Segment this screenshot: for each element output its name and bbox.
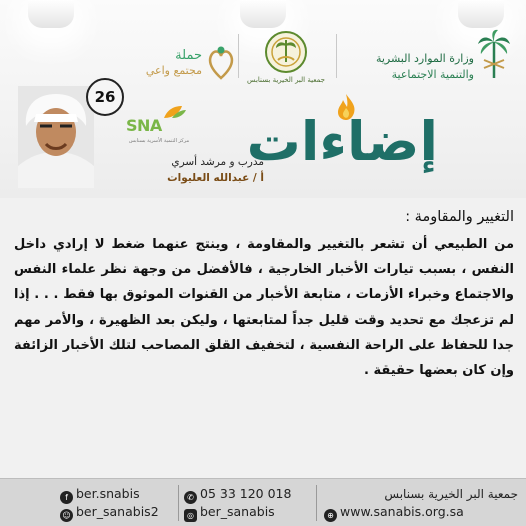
title-block xyxy=(246,92,438,184)
trainer-role: مدرب و مرشد أسري xyxy=(171,156,264,168)
instagram-icon: ◎ xyxy=(184,509,197,522)
sna-logo-subtitle: مركز التنمية الأسرية بسنابس xyxy=(128,138,190,144)
ceiling-lamp-left xyxy=(28,0,74,28)
ministry-name-line1: وزارة الموارد البشرية xyxy=(375,52,474,65)
snapchat-handle: ber_sanabis2 xyxy=(76,504,159,519)
globe-icon: ⊕ xyxy=(324,509,337,522)
snapchat-icon: ☺ xyxy=(60,509,73,522)
ministry-logo xyxy=(342,28,512,88)
episode-number-badge: 26 xyxy=(86,78,124,116)
trainer-portrait-icon xyxy=(18,86,94,188)
instagram-link[interactable] xyxy=(184,504,275,522)
facebook-handle: ber.snabis xyxy=(76,486,140,501)
article-body xyxy=(14,206,514,454)
website-link[interactable] xyxy=(324,504,464,522)
snapchat-link[interactable] xyxy=(60,504,159,522)
phone-icon: ✆ xyxy=(184,491,197,504)
divider xyxy=(336,34,337,78)
article-heading: التغيير والمقاومة : xyxy=(405,209,514,225)
phone-number[interactable] xyxy=(184,486,291,504)
footer-contact-bar xyxy=(0,478,526,526)
campaign-slogan: مجتمع واعي xyxy=(145,64,202,77)
article-paragraph: من الطبيعي أن تشعر بالتغيير والمقاومة ، وينتج عنهما ضغط لا إرادي داخل النفس ، بسبب تيارات الأخبار الخارجية ، فالأفضل من وجهة نظر علماء النفس والاجتماع وخبراء الأزمات ، متابعة الأخبار من القنوات الموثوق بها فقط . . . إذا لم تزعجك مع تحديد وقت قليل جداً لمتابعتها ، وليكن بعد الظهيرة ، والأمر مهم جدا للحفاظ على الراحة النفسية ، لتخفيف القلق المصاحب لتلك الأخبار الزائفة وإن كان بعضها حقيقة . xyxy=(14,237,514,379)
society-emblem-icon xyxy=(264,30,308,74)
footer-society-name: جمعية البر الخيرية بسنابس xyxy=(384,487,518,501)
sna-logo xyxy=(126,104,192,150)
website-url: www.sanabis.org.sa xyxy=(340,504,464,519)
divider xyxy=(238,34,239,78)
header-banner xyxy=(0,0,526,198)
heart-icon xyxy=(206,44,236,80)
facebook-link[interactable] xyxy=(60,486,140,504)
phone-text: 05 33 120 018 xyxy=(200,486,292,501)
sna-logo-text: SNA xyxy=(126,116,162,135)
campaign-logo xyxy=(136,44,236,84)
trainer-name: أ / عبدالله العليوات xyxy=(167,172,264,184)
ceiling-lamp-right xyxy=(458,0,504,28)
palm-icon xyxy=(476,28,512,80)
divider xyxy=(316,485,317,521)
page-title: إضاءات xyxy=(246,110,438,173)
ministry-name-line2: والتنمية الاجتماعية xyxy=(391,68,474,81)
trainer-photo xyxy=(18,86,94,188)
leaf-icon xyxy=(162,104,188,120)
ceiling-lamp-center xyxy=(240,0,286,28)
society-logo-text: جمعية البر الخيرية بسنابس xyxy=(247,76,325,84)
campaign-title: حملة xyxy=(175,48,202,63)
society-logo xyxy=(240,30,332,92)
divider xyxy=(178,485,179,521)
instagram-handle: ber_sanabis xyxy=(200,504,275,519)
facebook-icon: f xyxy=(60,491,73,504)
